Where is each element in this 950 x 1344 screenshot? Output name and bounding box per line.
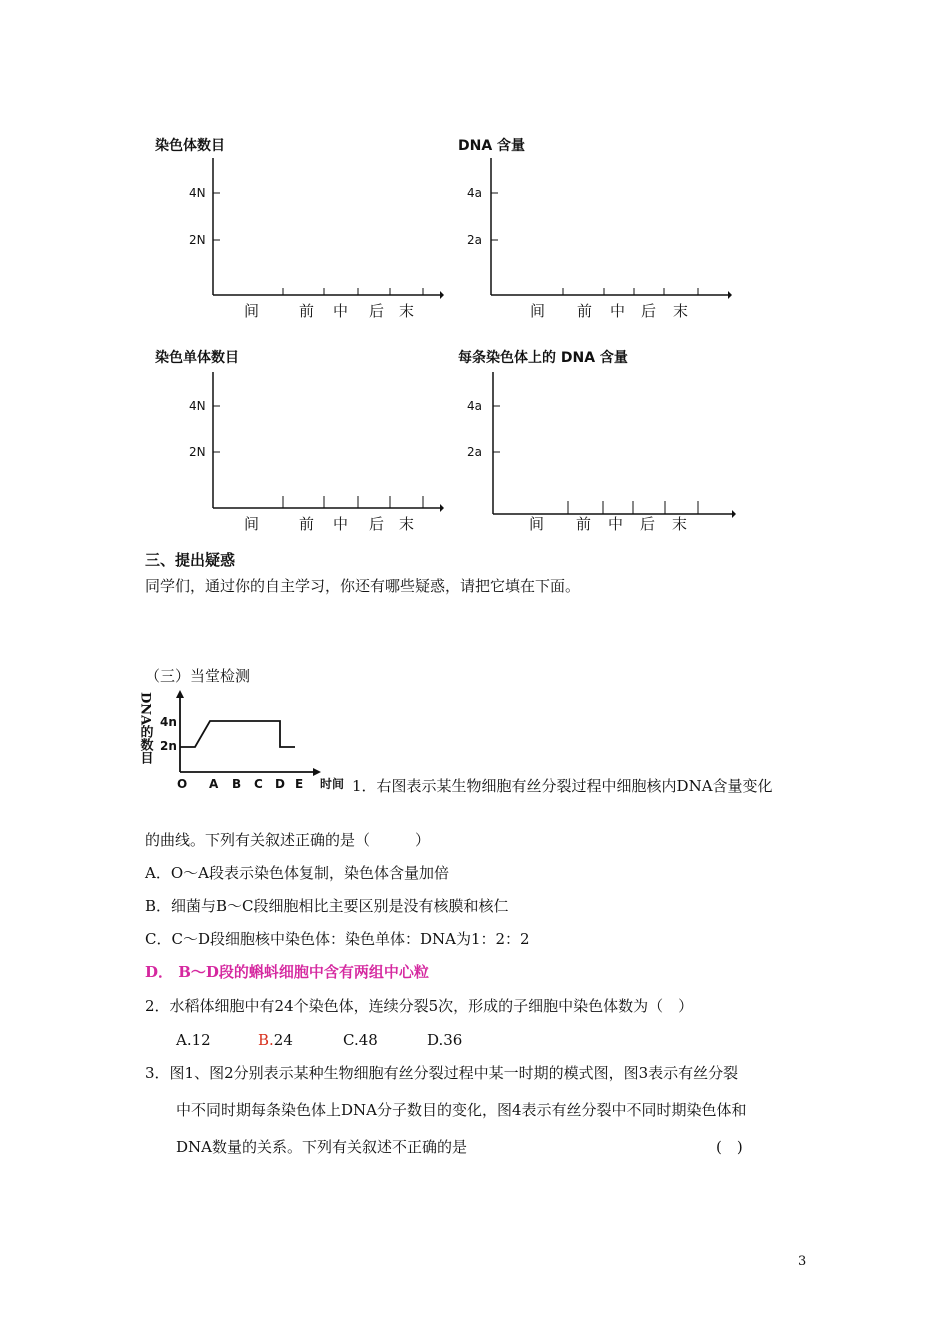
page-number: 3 [798, 1254, 807, 1269]
q2-option-b [258, 1030, 293, 1050]
q1-option-c: C．C～D段细胞核中染色体：染色单体：DNA为1：2：2 [145, 930, 530, 948]
section-heading: 三、提出疑惑 [145, 551, 236, 569]
phase-label: 间 [244, 302, 260, 320]
chart-ylabel: 染色体数目 [155, 138, 225, 154]
q2-option-d: D.36 [427, 1031, 463, 1049]
chart-ylabel: 每条染色体上的 DNA 含量 [458, 350, 628, 366]
q3-line2: 中不同时期每条染色体上DNA分子数目的变化，图4表示有丝分裂中不同时期染色体和 [176, 1101, 747, 1119]
section-text: 同学们，通过你的自主学习，你还有哪些疑惑，请把它填在下面。 [145, 577, 581, 595]
y-tick-low: 2N [189, 445, 206, 459]
figure-x-point: A [209, 777, 219, 791]
figure-x-point: E [295, 777, 304, 791]
q2-text: 2．水稻体细胞中有24个染色体，连续分裂5次，形成的子细胞中染色体数为（ ） [145, 997, 694, 1015]
test-heading: （三）当堂检测 [145, 667, 251, 685]
figure-xlabel: 时间 [320, 777, 345, 791]
q2-option-c: C.48 [343, 1031, 378, 1049]
q1-option-b: B．细菌与B～C段细胞相比主要区别是没有核膜和核仁 [145, 897, 509, 915]
y-tick-low: 2a [467, 233, 482, 247]
y-tick-low: 2a [467, 445, 482, 459]
y-tick-high: 4N [189, 399, 206, 413]
q2-option-b-value: 24 [273, 1031, 293, 1049]
phase-label: 末 [672, 515, 688, 533]
q3-line3: DNA数量的关系。下列有关叙述不正确的是 [176, 1138, 467, 1156]
y-tick-high: 4a [467, 399, 482, 413]
phase-label: 末 [399, 302, 415, 320]
figure-ylabel: DNA的数目 [137, 692, 153, 765]
q2-option-a: A.12 [176, 1031, 211, 1049]
y-tick-high: 4N [189, 186, 206, 200]
q1-option-d: D． B～D段的蝌蚪细胞中含有两组中心粒 [145, 963, 429, 981]
phase-label: 前 [576, 515, 592, 533]
phase-label: 前 [299, 302, 315, 320]
chart-dna-per-chromosome [440, 340, 750, 535]
phase-label: 间 [529, 515, 545, 533]
q1-line1: 1．右图表示某生物细胞有丝分裂过程中细胞核内DNA含量变化 [352, 777, 773, 795]
q2-option-b-letter: B. [258, 1031, 274, 1049]
phase-label: 后 [641, 302, 657, 320]
phase-label: 前 [299, 515, 315, 533]
phase-label: 后 [369, 302, 385, 320]
q3-answer-bracket: ( ) [716, 1138, 743, 1156]
figure-tick-low: 2n [160, 739, 177, 753]
phase-label: 末 [673, 302, 689, 320]
chart-ylabel: DNA 含量 [458, 138, 526, 154]
phase-label: 中 [608, 515, 624, 533]
chart-dna-content [440, 130, 750, 325]
phase-label: 后 [369, 515, 385, 533]
phase-label: 间 [530, 302, 546, 320]
q3-line1: 3．图1、图2分别表示某种生物细胞有丝分裂过程中某一时期的模式图，图3表示有丝分裂 [145, 1064, 739, 1082]
phase-label: 中 [610, 302, 626, 320]
phase-label: 中 [333, 302, 349, 320]
chart-ylabel: 染色单体数目 [155, 350, 239, 366]
phase-label: 末 [399, 515, 415, 533]
figure-tick-high: 4n [160, 715, 177, 729]
figure-x-point: B [232, 777, 242, 791]
figure-x-point: D [275, 777, 285, 791]
phase-label: 后 [640, 515, 656, 533]
y-tick-low: 2N [189, 233, 206, 247]
chart-chromosome-number [140, 130, 450, 325]
q1-option-a: A．O～A段表示染色体复制，染色体含量加倍 [145, 864, 449, 882]
chart-chromatid-number [140, 340, 450, 535]
phase-label: 前 [577, 302, 593, 320]
phase-label: 间 [244, 515, 260, 533]
y-tick-high: 4a [467, 186, 482, 200]
figure-x-point: O [177, 777, 188, 791]
figure-x-point: C [254, 777, 263, 791]
q1-line2: 的曲线。下列有关叙述正确的是（ ） [145, 831, 431, 849]
dna-change-figure [137, 688, 353, 798]
phase-label: 中 [333, 515, 349, 533]
